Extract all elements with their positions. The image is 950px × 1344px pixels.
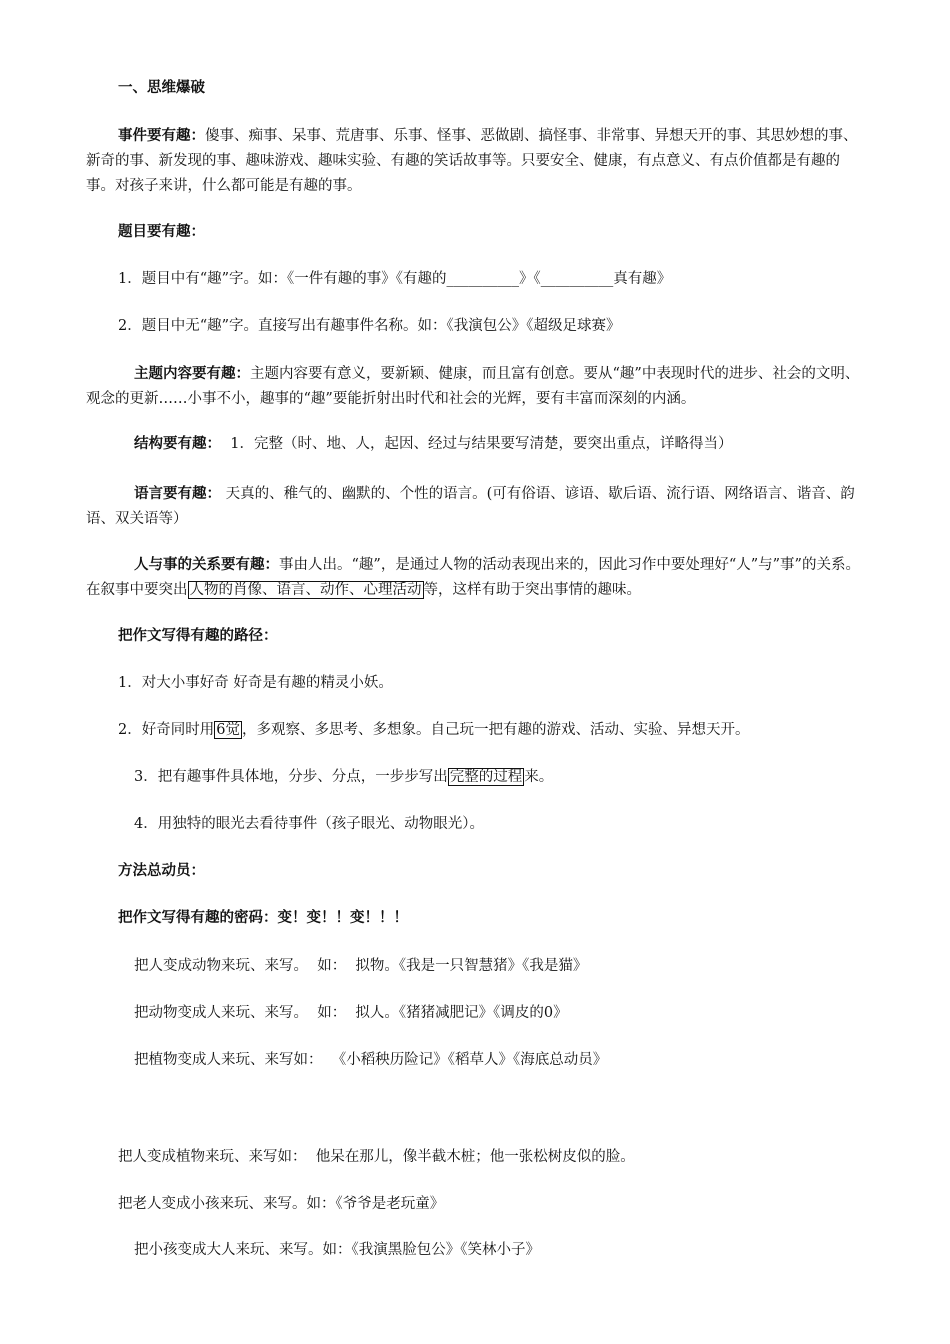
method-item-1: 把人变成动物来玩、来写。 如： 拟物。《我是一只智慧猪》《我是猫》 xyxy=(134,958,588,974)
method-item-4: 把人变成植物来玩、来写如： 他呆在那儿，像半截木桩；他一张松树皮似的脸。 xyxy=(118,1149,635,1165)
method-item-6: 把小孩变成大人来玩、来写。如：《我演黑脸包公》《笑林小子》 xyxy=(134,1242,540,1258)
method-item-5: 把老人变成小孩来玩、来写。如：《爷爷是老玩童》 xyxy=(118,1196,445,1212)
text-relation-2: 等，这样有助于突出事情的趣味。 xyxy=(423,582,641,598)
boxed-relation: 人物的肖像、语言、动作、心理活动 xyxy=(189,582,422,598)
heading-method: 方法总动员： xyxy=(118,863,205,879)
path-3-after: 来。 xyxy=(524,769,554,785)
boxed-complete-process: 完整的过程 xyxy=(449,769,523,785)
paragraph-language-fun xyxy=(86,482,866,532)
text-language: 天真的、稚气的、幽默的、个性的语言。(可有俗语、谚语、歇后语、流行语、网络语言、谐音、韵语、双关语等） xyxy=(86,486,855,527)
path-item-2 xyxy=(118,720,749,740)
label-language: 语言要有趣： xyxy=(134,486,221,502)
path-2-before: 2．好奇同时用 xyxy=(118,722,215,738)
path-2-after: ，多观察、多思考、多想象。自己玩一把有趣的游戏、活动、实验、异想天开。 xyxy=(241,722,750,738)
text-theme: 主题内容要有意义，要新颖、健康，而且富有创意。要从“趣”中表现时代的进步、社会的文明、观念的更新……小事不小，趣事的“趣”要能折射出时代和社会的光辉，要有丰富而深刻的内涵。 xyxy=(86,366,860,407)
text-structure: 1．完整（时、地、人，起因、经过与结果要写清楚，要突出重点，详略得当） xyxy=(221,436,733,452)
paragraph-structure-fun xyxy=(134,434,732,454)
method-item-2: 把动物变成人来玩、来写。 如： 拟人。《猪猪减肥记》《调皮的0》 xyxy=(134,1005,568,1021)
method-item-3: 把植物变成人来玩、来写如： 《小稻秧历险记》《稻草人》《海底总动员》 xyxy=(134,1052,608,1068)
label-event: 事件要有趣： xyxy=(118,128,205,144)
label-structure: 结构要有趣： xyxy=(134,436,221,452)
path-item-3 xyxy=(134,767,553,787)
heading-path: 把作文写得有趣的路径： xyxy=(118,628,278,644)
path-item-1: 1．对大小事好奇 好奇是有趣的精灵小妖。 xyxy=(118,675,393,691)
paragraph-event-fun xyxy=(86,124,866,199)
boxed-six-senses: 6觉 xyxy=(216,722,240,738)
heading-secret: 把作文写得有趣的密码：变！变！！变！！！ xyxy=(118,910,408,926)
title-item-2: 2．题目中无“趣”字。直接写出有趣事件名称。如：《我演包公》《超级足球赛》 xyxy=(118,318,621,334)
label-relation: 人与事的关系要有趣： xyxy=(134,557,279,573)
title-item-1: 1．题目中有“趣”字。如：《一件有趣的事》《有趣的__________》《__________真有趣》 xyxy=(118,271,672,287)
path-3-before: 3．把有趣事件具体地，分步、分点，一步步写出 xyxy=(134,769,448,785)
heading-title-fun: 题目要有趣： xyxy=(118,224,205,240)
text-relation-1: 事由人出。“趣”，是通过人物的活动表现出来的，因此习作中要处理好“人”与”事”的关系。在叙事中要突出 xyxy=(86,557,860,598)
paragraph-relation-fun xyxy=(86,553,866,603)
paragraph-theme-fun xyxy=(86,362,866,412)
text-event: 傻事、痴事、呆事、荒唐事、乐事、怪事、恶做剧、搞怪事、非常事、异想天开的事、其思妙想的事、新奇的事、新发现的事、趣味游戏、趣味实验、有趣的笑话故事等。只要安全、健康，有点意义、有点价值都是有趣的事。对孩子来讲，什么都可能是有趣的事。 xyxy=(86,128,858,194)
label-theme: 主题内容要有趣： xyxy=(134,366,250,382)
path-item-4: 4．用独特的眼光去看待事件（孩子眼光、动物眼光）。 xyxy=(134,816,484,832)
heading-thinking-burst: 一、思维爆破 xyxy=(118,80,205,96)
